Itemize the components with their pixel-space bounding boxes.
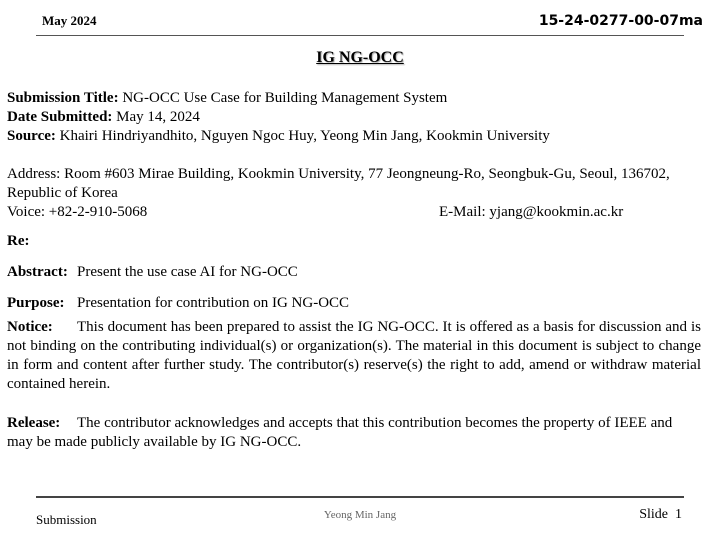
submission-title-value: NG-OCC Use Case for Building Management System <box>122 90 448 106</box>
release-paragraph <box>7 414 701 452</box>
submission-title-label: Submission Title: <box>7 90 119 106</box>
notice-paragraph <box>7 318 701 394</box>
submission-title-row <box>7 89 701 108</box>
voice-text: Voice: +82-2-910-5068 <box>7 204 148 220</box>
footer-submission: Submission <box>36 512 97 527</box>
source-label: Source: <box>7 128 56 144</box>
contact-block <box>7 165 701 222</box>
slide-number-value: 1 <box>675 507 682 522</box>
re-label: Re: <box>7 233 30 249</box>
source-row <box>7 127 701 146</box>
contact-row <box>7 203 701 222</box>
purpose-label: Purpose: <box>7 295 65 311</box>
abstract-text: Present the use case AI for NG-OCC <box>77 264 298 280</box>
notice-label: Notice: <box>7 319 53 335</box>
slide-number <box>639 507 682 523</box>
purpose-row <box>7 294 701 313</box>
release-label: Release: <box>7 415 61 431</box>
purpose-text: Presentation for contribution on IG NG-OCC <box>77 295 350 311</box>
email-text: E-Mail: yjang@kookmin.ac.kr <box>439 204 624 220</box>
document-id: 15-24-0277-00-07ma <box>538 13 703 29</box>
footer-author: Yeong Min Jang <box>323 509 397 521</box>
header-date: May 2024 <box>42 13 97 28</box>
release-text: The contributor acknowledges and accepts that this contribution becomes the property of IEEE and may be made publicly available by IG NG-OCC. <box>7 415 673 450</box>
submission-info <box>7 89 701 146</box>
page-title: IG NG-OCC <box>316 49 404 66</box>
footer-divider <box>36 496 684 498</box>
date-submitted-label: Date Submitted: <box>7 109 113 125</box>
slide-label: Slide <box>639 507 668 522</box>
header-divider <box>36 35 684 36</box>
abstract-label: Abstract: <box>7 264 68 280</box>
source-value: Khairi Hindriyandhito, Nguyen Ngoc Huy, Yeong Min Jang, Kookmin University <box>59 128 550 144</box>
notice-text: This document has been prepared to assist the IG NG-OCC. It is offered as a basis for discussion and is not binding on the contributing individual(s) or organization(s). The material in this document is subject to change in form and content after further study. The contributor(s) reserve(s) the right to add, amend or withdraw material contained herein. <box>7 319 701 392</box>
date-submitted-value: May 14, 2024 <box>116 109 200 125</box>
date-submitted-row <box>7 108 701 127</box>
abstract-row <box>7 263 701 282</box>
address-text: Address: Room #603 Mirae Building, Kookmin University, 77 Jeongneung-Ro, Seongbuk-Gu, Seoul, 136702, Republic of Korea <box>7 166 670 201</box>
